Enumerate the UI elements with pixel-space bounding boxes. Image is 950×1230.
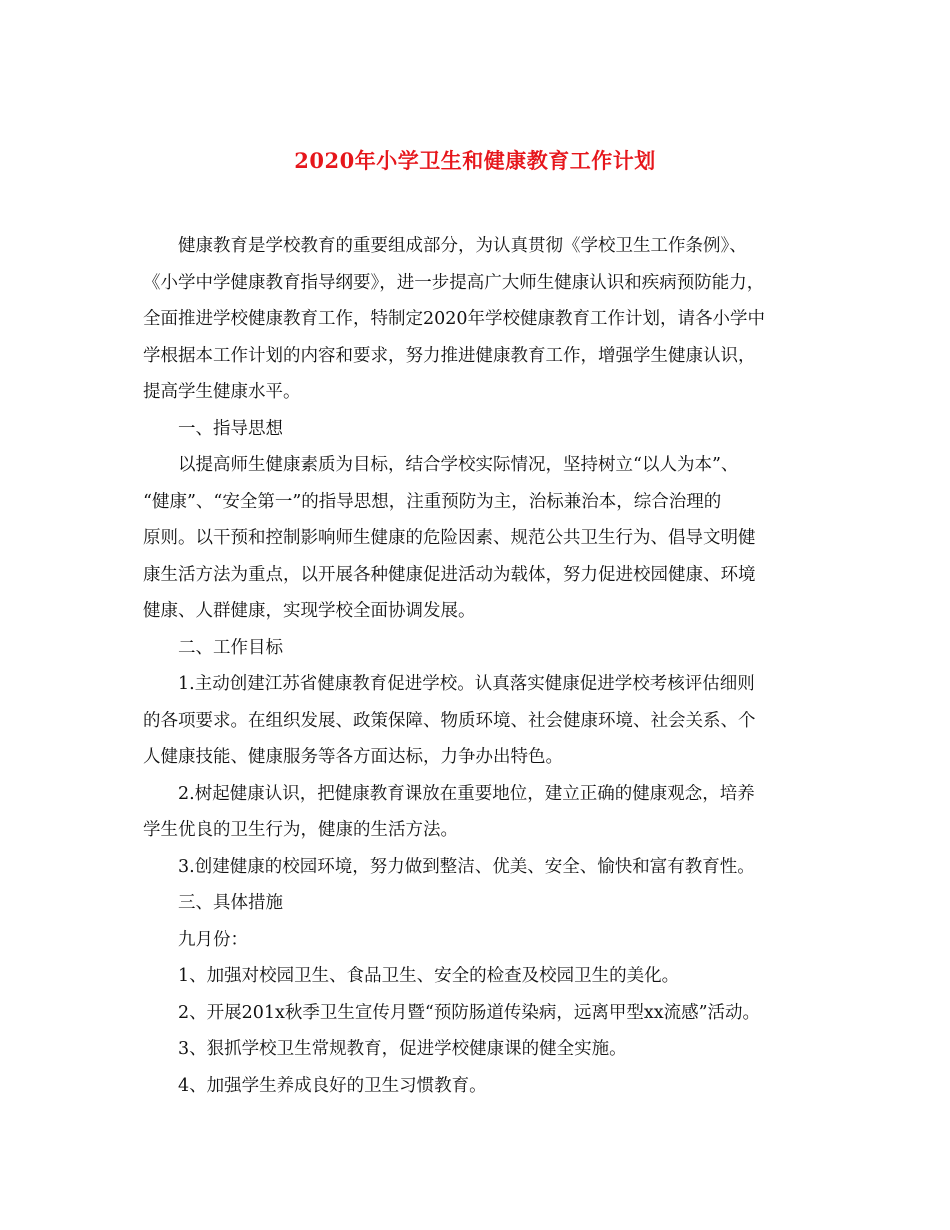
paragraph-line: 以提高师生健康素质为目标，结合学校实际情况，坚持树立“以人为本”、 (178, 455, 739, 475)
paragraph-line: 1.主动创建江苏省健康教育促进学校。认真落实健康促进学校考核评估细则 (178, 674, 755, 694)
paragraph-line: 提高学生健康水平。 (143, 382, 301, 402)
paragraph-line: 康生活方法为重点，以开展各种健康促进活动为载体，努力促进校园健康、环境 (143, 564, 756, 585)
paragraph-line: 人健康技能、健康服务等各方面达标，力争办出特色。 (143, 747, 563, 767)
paragraph-line: 学根据本工作计划的内容和要求，努力推进健康教育工作，增强学生健康认识， (143, 345, 756, 366)
paragraph-line: “健康”、“安全第一”的指导思想，注重预防为主，治标兼治本，综合治理的 (143, 491, 722, 512)
paragraph-line: 的各项要求。在组织发展、政策保障、物质环境、社会健康环境、社会关系、个 (143, 710, 756, 731)
paragraph-line: 《小学中学健康教育指导纲要》，进一步提高广大师生健康认识和疾病预防能力， (143, 272, 765, 293)
list-item: 2、开展201x秋季卫生宣传月暨“预防肠道传染病，远离甲型xx流感”活动。 (178, 1002, 761, 1023)
paragraph-line: 健康、人群健康，实现学校全面协调发展。 (143, 601, 476, 621)
section-heading: 一、指导思想 (178, 418, 283, 439)
subsection-heading: 九月份： (178, 929, 248, 950)
document-body (143, 228, 811, 1104)
paragraph-line: 全面推进学校健康教育工作，特制定2020年学校健康教育工作计划，请各小学中 (143, 309, 766, 329)
section-heading: 三、具体措施 (178, 893, 283, 913)
paragraph-line: 原则。以干预和控制影响师生健康的危险因素、规范公共卫生行为、倡导文明健 (143, 528, 756, 548)
paragraph-line: 3.创建健康的校园环境，努力做到整洁、优美、安全、愉快和富有教育性。 (178, 856, 755, 877)
paragraph-line: 学生优良的卫生行为，健康的生活方法。 (143, 820, 458, 840)
paragraph-line: 2.树起健康认识，把健康教育课放在重要地位，建立正确的健康观念，培养 (178, 783, 755, 804)
list-item: 3、狠抓学校卫生常规教育，促进学校健康课的健全实施。 (178, 1039, 627, 1059)
document-title: 2020年小学卫生和健康教育工作计划 (294, 148, 656, 173)
paragraph-line: 健康教育是学校教育的重要组成部分，为认真贯彻《学校卫生工作条例》、 (178, 236, 747, 256)
list-item: 4、加强学生养成良好的卫生习惯教育。 (178, 1075, 487, 1096)
list-item: 1、加强对校园卫生、食品卫生、安全的检查及校园卫生的美化。 (178, 966, 680, 986)
section-heading: 二、工作目标 (178, 637, 283, 658)
